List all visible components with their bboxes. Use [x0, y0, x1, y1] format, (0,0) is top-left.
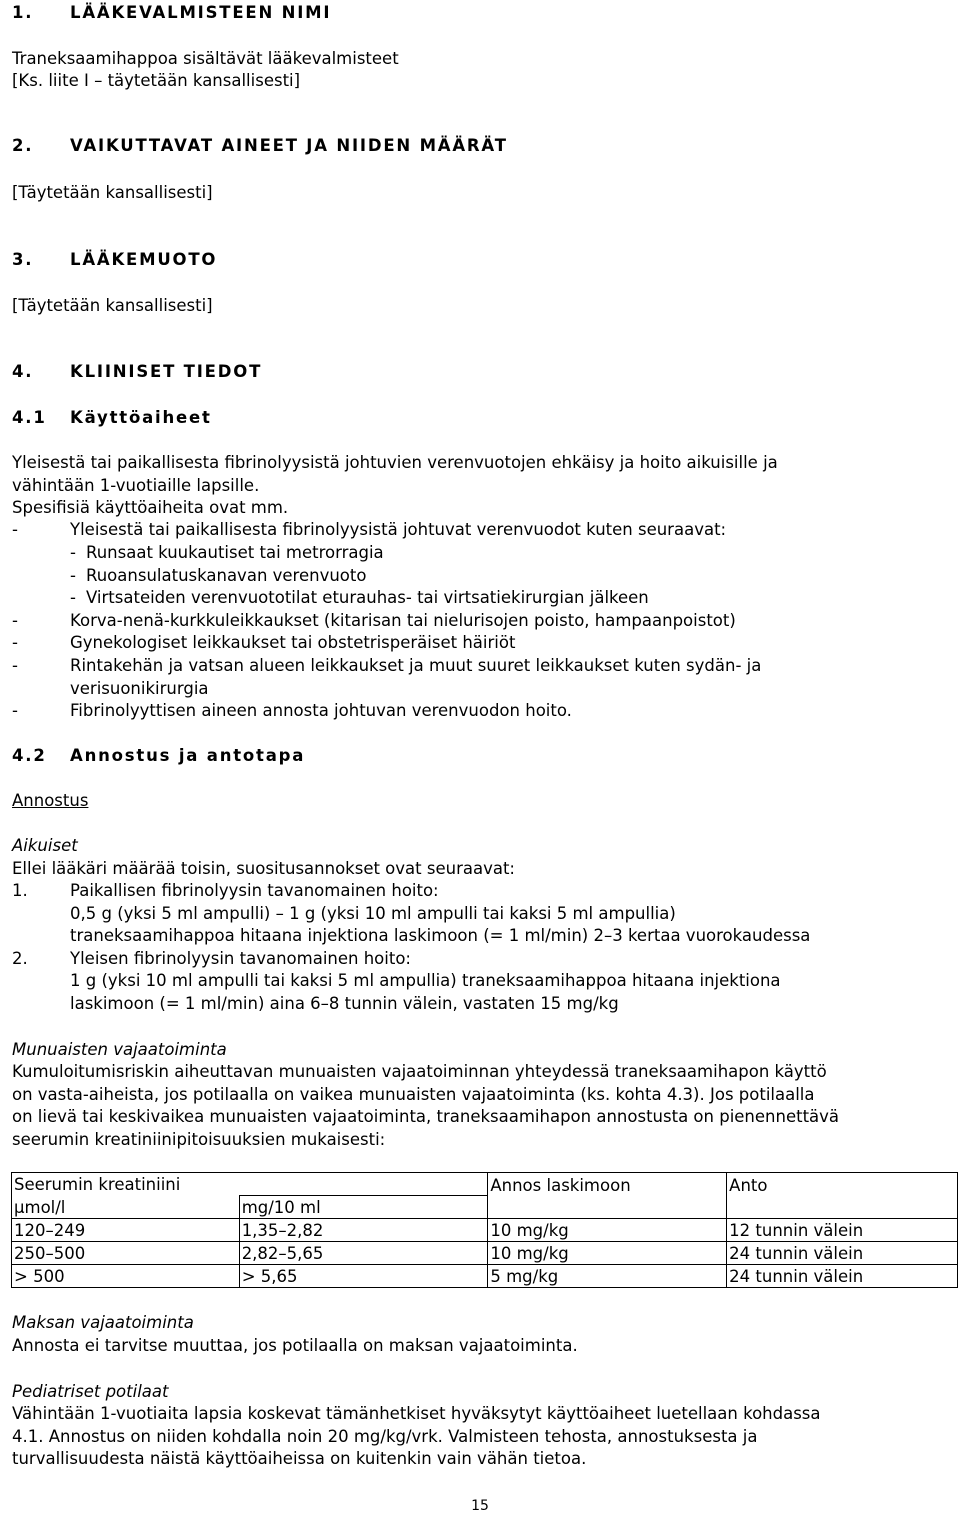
dosage-table	[11, 1172, 958, 1288]
subheading-munuaisten-vajaatoiminta: Munuaisten vajaatoiminta	[12, 1040, 227, 1059]
paragraph-line: on vasta-aiheista, jos potilaalla on vaikea munuaisten vajaatoiminta (ks. kohta 4.3). Jos potilaalla	[12, 1085, 815, 1104]
item-number: 2.	[12, 949, 28, 968]
item-continuation: 1 g (yksi 10 ml ampulli tai kaksi 5 ml ampullia) traneksaamihappoa hitaana injektiona	[70, 971, 781, 990]
section-number: 4.2	[12, 746, 47, 765]
list-item-text: Fibrinolyyttisen aineen annosta johtuvan verenvuodon hoito.	[70, 701, 572, 720]
table-cell: 10 mg/kg	[488, 1219, 727, 1242]
paragraph-line: vähintään 1-vuotiaille lapsille.	[12, 476, 260, 495]
paragraph-line: seerumin kreatiniinipitoisuuksien mukaisesti:	[12, 1130, 386, 1149]
subheading-maksan-vajaatoiminta: Maksan vajaatoiminta	[12, 1313, 194, 1332]
table-row	[12, 1242, 958, 1265]
list-item	[12, 701, 572, 721]
list-item-text: Korva-nenä-kurkkuleikkaukset (kitarisan tai nielurisojen poisto, hampaanpoistot)	[70, 611, 736, 630]
section-title: KLIINISET TIEDOT	[70, 362, 263, 381]
bullet-dash: -	[70, 588, 76, 607]
bullet-dash: -	[12, 656, 18, 675]
sub-list-item	[70, 588, 649, 608]
bullet-dash: -	[70, 543, 76, 562]
bullet-dash: -	[12, 701, 18, 720]
header-cell: mg/10 ml	[239, 1196, 488, 1219]
paragraph-line: 4.1. Annostus on niiden kohdalla noin 20 mg/kg/vrk. Valmisteen tehosta, annostuksesta ja	[12, 1427, 758, 1446]
section-2-heading	[12, 136, 508, 156]
list-item-text: Yleisestä tai paikallisesta fibrinolyysistä johtuvat verenvuodot kuten seuraavat:	[70, 520, 727, 539]
table-cell: 10 mg/kg	[488, 1242, 727, 1265]
paragraph-line: [Ks. liite I – täytetään kansallisesti]	[12, 71, 301, 90]
bullet-dash: -	[70, 566, 76, 585]
table-cell: 12 tunnin välein	[727, 1219, 958, 1242]
header-cell: Seerumin kreatiniini	[12, 1173, 488, 1196]
list-item-text: Runsaat kuukautiset tai metrorragia	[86, 543, 384, 562]
table-row	[12, 1265, 958, 1288]
sub-list-item	[70, 543, 384, 563]
section-4-heading	[12, 362, 262, 382]
section-1-heading	[12, 3, 331, 23]
paragraph-line: Traneksaamihappoa sisältävät lääkevalmisteet	[12, 49, 399, 68]
header-cell	[727, 1196, 958, 1219]
item-continuation: laskimoon (= 1 ml/min) aina 6–8 tunnin välein, vastaten 15 mg/kg	[70, 994, 619, 1013]
section-title: LÄÄKEVALMISTEEN NIMI	[70, 3, 332, 22]
header-cell: Annos laskimoon	[488, 1173, 727, 1196]
list-item-text: Virtsateiden verenvuototilat eturauhas- tai virtsatiekirurgian jälkeen	[86, 588, 649, 607]
numbered-item	[12, 949, 411, 969]
numbered-item	[12, 881, 439, 901]
list-item-text: Ruoansulatuskanavan verenvuoto	[86, 566, 367, 585]
item-text: Yleisen fibrinolyysin tavanomainen hoito:	[70, 949, 411, 968]
table-cell: 1,35–2,82	[239, 1219, 488, 1242]
header-cell: µmol/l	[12, 1196, 240, 1219]
item-text: Paikallisen fibrinolyysin tavanomainen hoito:	[70, 881, 439, 900]
list-item	[12, 520, 726, 540]
paragraph-line: [Täytetään kansallisesti]	[12, 296, 213, 315]
paragraph-line: on lievä tai keskivaikea munuaisten vajaatoiminta, traneksaamihapon annostusta on pienennettävä	[12, 1107, 840, 1126]
section-4-2-heading	[12, 746, 305, 766]
table-row	[12, 1219, 958, 1242]
paragraph-line: Yleisestä tai paikallisesta fibrinolyysistä johtuvien verenvuotojen ehkäisy ja hoito aikuisille ja	[12, 453, 778, 472]
list-item	[12, 656, 761, 676]
table-cell: 24 tunnin välein	[727, 1265, 958, 1288]
header-cell	[488, 1196, 727, 1219]
section-number: 1.	[12, 3, 34, 22]
table-cell: > 5,65	[239, 1265, 488, 1288]
item-continuation: traneksaamihappoa hitaana injektiona laskimoon (= 1 ml/min) 2–3 kertaa vuorokaudessa	[70, 926, 811, 945]
section-number: 3.	[12, 250, 34, 269]
paragraph-line: Ellei lääkäri määrää toisin, suositusannokset ovat seuraavat:	[12, 859, 515, 878]
section-3-heading	[12, 250, 217, 270]
section-number: 4.	[12, 362, 34, 381]
table-cell: 24 tunnin välein	[727, 1242, 958, 1265]
section-number: 2.	[12, 136, 34, 155]
section-title: LÄÄKEMUOTO	[70, 250, 218, 269]
sub-list-item	[70, 566, 366, 586]
bullet-dash: -	[12, 611, 18, 630]
table-header-row	[12, 1173, 958, 1196]
bullet-dash: -	[12, 633, 18, 652]
paragraph-line: Vähintään 1-vuotiaita lapsia koskevat tämänhetkiset hyväksytyt käyttöaiheet luetellaan kohdassa	[12, 1404, 821, 1423]
section-title: Annostus ja antotapa	[70, 746, 306, 765]
item-number: 1.	[12, 881, 28, 900]
header-cell: Anto	[727, 1173, 958, 1196]
bullet-dash: -	[12, 520, 18, 539]
paragraph-line: Annosta ei tarvitse muuttaa, jos potilaalla on maksan vajaatoiminta.	[12, 1336, 578, 1355]
subheading-annostus: Annostus	[12, 791, 89, 810]
section-title: VAIKUTTAVAT AINEET JA NIIDEN MÄÄRÄT	[70, 136, 508, 155]
section-4-1-heading	[12, 408, 212, 428]
page-number: 15	[471, 1498, 489, 1514]
list-item	[12, 633, 515, 653]
list-item-continuation: verisuonikirurgia	[70, 679, 209, 698]
subheading-aikuiset: Aikuiset	[12, 836, 78, 855]
paragraph-line: [Täytetään kansallisesti]	[12, 183, 213, 202]
table-subheader-row	[12, 1196, 958, 1219]
section-title: Käyttöaiheet	[70, 408, 212, 427]
list-item	[12, 611, 736, 631]
paragraph-line: Kumuloitumisriskin aiheuttavan munuaisten vajaatoiminnan yhteydessä traneksaamihapon käyttö	[12, 1062, 827, 1081]
table-cell: 250–500	[12, 1242, 240, 1265]
paragraph-line: turvallisuudesta näistä käyttöaiheissa on kuitenkin vain vähän tietoa.	[12, 1449, 587, 1468]
table-cell: 2,82–5,65	[239, 1242, 488, 1265]
section-number: 4.1	[12, 408, 47, 427]
subheading-pediatriset-potilaat: Pediatriset potilaat	[12, 1382, 169, 1401]
table-cell: 5 mg/kg	[488, 1265, 727, 1288]
table-cell: > 500	[12, 1265, 240, 1288]
list-item-text: Gynekologiset leikkaukset tai obstetrisperäiset häiriöt	[70, 633, 516, 652]
table-cell: 120–249	[12, 1219, 240, 1242]
list-item-text: Rintakehän ja vatsan alueen leikkaukset ja muut suuret leikkaukset kuten sydän- ja	[70, 656, 762, 675]
item-continuation: 0,5 g (yksi 5 ml ampulli) – 1 g (yksi 10 ml ampulli tai kaksi 5 ml ampullia)	[70, 904, 676, 923]
paragraph-line: Spesifisiä käyttöaiheita ovat mm.	[12, 498, 289, 517]
